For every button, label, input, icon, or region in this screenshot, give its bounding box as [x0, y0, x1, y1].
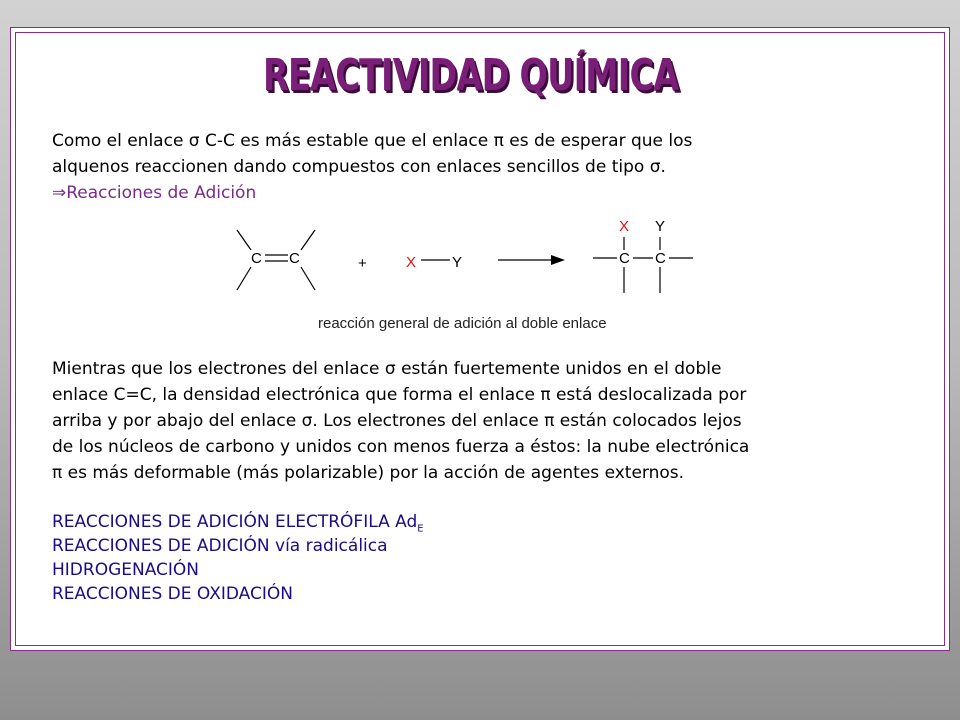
reagent-y: Y	[452, 254, 463, 271]
topic-radical-addition[interactable]: REACCIONES DE ADICIÓN vía radicálica	[52, 536, 388, 556]
plus-sign: +	[358, 255, 367, 272]
reactant-carbon-2: C	[289, 250, 300, 267]
reactant-carbon-1: C	[251, 250, 262, 267]
explanation-line-5: π es más deformable (más polarizable) por la acción de agentes externos.	[52, 463, 685, 483]
diagram-caption: reacción general de adición al doble enlace	[318, 315, 607, 332]
addition-reaction-diagram	[225, 205, 705, 305]
intro-paragraph	[52, 128, 692, 180]
product-carbon-1: C	[619, 250, 630, 267]
product-structure	[593, 237, 693, 293]
topic-hydrogenation[interactable]: HIDROGENACIÓN	[52, 560, 200, 580]
topic-oxidation[interactable]: REACCIONES DE OXIDACIÓN	[52, 584, 293, 604]
topic-electrophilic-label: REACCIONES DE ADICIÓN ELECTRÓFILA Ad	[52, 512, 418, 532]
intro-line-2: alquenos reaccionen dando compuestos con enlaces sencillos de tipo σ.	[52, 157, 666, 177]
reaction-topics-list	[52, 510, 424, 606]
product-y: Y	[655, 218, 666, 235]
explanation-line-3: arriba y por abajo del enlace σ. Los electrones del enlace π están colocados lejos	[52, 411, 742, 431]
topic-electrophilic-addition[interactable]	[52, 510, 424, 534]
intro-line-1: Como el enlace σ C-C es más estable que el enlace π es de esperar que los	[52, 131, 693, 151]
alkene-structure	[237, 230, 315, 290]
reagent-x: X	[406, 254, 417, 271]
explanation-line-2: enlace C=C, la densidad electrónica que forma el enlace π está deslocalizada por	[52, 385, 747, 405]
addition-reactions-link[interactable]: ⇒Reacciones de Adición	[52, 183, 257, 203]
explanation-line-1: Mientras que los electrones del enlace σ están fuertemente unidos en el doble	[52, 359, 722, 379]
topic-electrophilic-subscript: E	[417, 523, 424, 535]
product-carbon-2: C	[655, 250, 666, 267]
slide-title: REACTIVIDAD QUÍMICA	[263, 50, 679, 101]
explanation-line-4: de los núcleos de carbono y unidos con menos fuerza a éstos: la nube electrónica	[52, 437, 750, 457]
explanation-paragraph	[52, 356, 749, 486]
product-x: X	[619, 218, 630, 235]
reaction-arrow	[498, 255, 565, 265]
